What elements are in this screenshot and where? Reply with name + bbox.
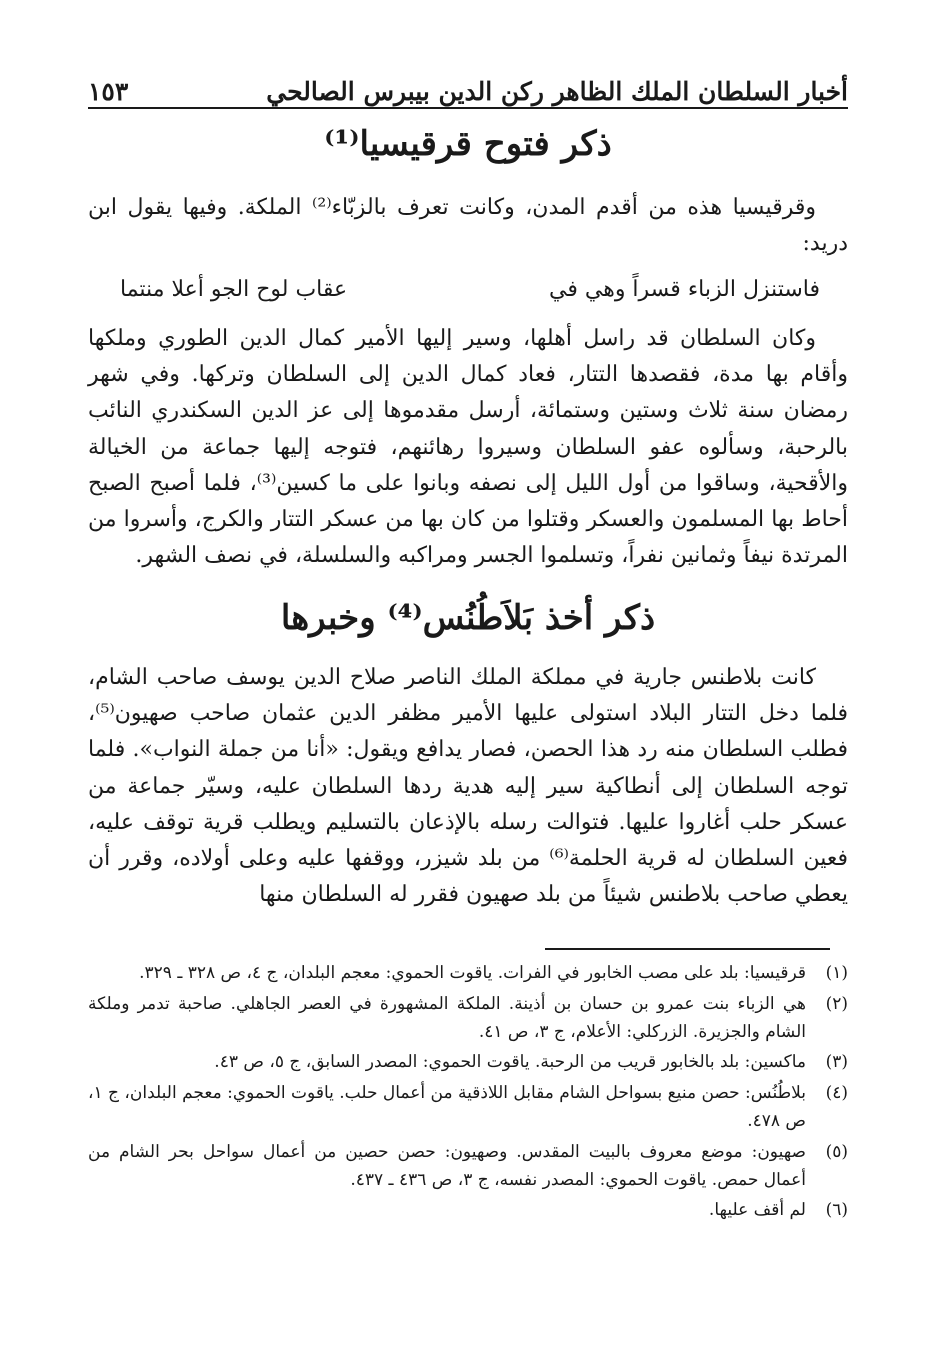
verse-second-hemistich: عقاب لوح الجو أعلا منتما (120, 277, 348, 302)
footnote-item (88, 960, 848, 988)
footnote-number: (٢) (825, 993, 848, 1014)
footnote-text: صهيون: موضع معروف بالبيت المقدس. وصهيون: حصن حصين من أعمال سواحل بحر الشام من أعمال حمص. ياقوت الحموي: المصدر نفسه، ج ٣، ص ٤٣٦ ـ ٤٣٧. (88, 1141, 806, 1190)
body-paragraph-balatunus: كانت بلاطنس جارية في مملكة الملك الناصر صلاح الدين يوسف صاحب الشام، فلما دخل التتار البلاد استولى عليها الأمير مظفر الدين عثمان صاحب صهيون⁽⁵⁾، فطلب السلطان منه رد هذا الحصن، فصار يدافع ويقول: «أنا من جملة النواب». فلما توجه السلطان إلى أنطاكية سير إليه هدية ردها السلطان عليه، وسيّر جماعة من عسكر حلب أغاروا عليها. فتوالت رسله بالإذعان بالتسليم ويطلب قرية توقف عليه، فعين السلطان له قرية الحلمة⁽⁶⁾ من بلد شيزر، ووقفها عليه وعلى أولاده، وقرر أن يعطي صاحب بلاطنس شيئاً من بلد صهيون فقرر له السلطان منها (88, 665, 848, 908)
footnote-item (88, 1139, 848, 1195)
footnote-item (88, 1049, 848, 1077)
footnote-text: هي الزباء بنت عمرو بن حسان بن أذينة. الملكة المشهورة في العصر الجاهلي. صاحبة تدمر وملكة الشام والجزيرة. الزركلي: الأعلام، ج ٣، ص ٤١. (88, 993, 806, 1042)
footnote-text: قرقيسيا: بلد على مصب الخابور في الفرات. ياقوت الحموي: معجم البلدان، ج ٤، ص ٣٢٨ ـ ٣٢٩. (139, 963, 806, 983)
page-number: ١٥٣ (88, 77, 129, 106)
header-divider (88, 107, 848, 109)
footnote-divider (545, 948, 830, 950)
page-header (88, 58, 848, 106)
footnotes (88, 960, 848, 1228)
footnote-number: (١) (825, 963, 848, 983)
intro-paragraph: وقرقيسيا هذه من أقدم المدن، وكانت تعرف بالزبّاء⁽²⁾ الملكة. وفيها يقول ابن دريد: (88, 195, 848, 257)
footnote-number: (٥) (825, 1141, 848, 1162)
poetry-verse (120, 272, 820, 308)
body-paragraph-conquest: وكان السلطان قد راسل أهلها، وسير إليها الأمير كمال الدين الطوري وملكها وأقام بها مدة، فقصدها التتار، فعاد كمال الدين إلى السلطان وتركها. وفي شهر رمضان سنة ثلاث وستين وستمائة، أرسل مقدموها إلى عز الدين السكندري النائب بالرحبة، وسألوه عفو السلطان وسيروا رهائنهم، فتوجه إليها جماعة من الخيالة والأقحية، وساقوا من أول الليل إلى نصفه وبانوا على ما كسين⁽³⁾، فلما أصبح الصبح أحاط بها المسلمون والعسكر وقتلوا من كان بها من عسكر التتار والكرج، وأسروا من المرتدة نيفاً وثمانين نفراً، وتسلموا الجسر ومراكبه والسلسلة، في نصف الشهر. (88, 326, 849, 569)
section-title-balatunus: ذكر أخذ بَلاَطُنُس⁽⁴⁾ وخبرها (280, 598, 656, 638)
footnote-number: (٤) (825, 1083, 848, 1104)
footnote-item (88, 1197, 848, 1225)
section-title-qarqisiya: ذكر فتوح قرقيسيا⁽¹⁾ (324, 124, 612, 164)
footnote-item (88, 1080, 848, 1136)
footnote-text: بلاطُنُس: حصن منيع بسواحل الشام مقابل اللاذقية من أعمال حلب. ياقوت الحموي: معجم البلدان، ج ١، ص ٤٧٨. (88, 1083, 806, 1131)
footnote-number: (٦) (825, 1200, 848, 1221)
footnote-text: ماكسين: بلد بالخابور قريب من الرحبة. ياقوت الحموي: المصدر السابق، ج ٥، ص ٤٣. (214, 1052, 806, 1073)
footnote-text: لم أقف عليها. (708, 1200, 806, 1221)
footnote-item (88, 991, 848, 1047)
verse-first-hemistich: فاستنزل الزباء قسراً وهي في (549, 277, 820, 302)
running-title: أخبار السلطان الملك الظاهر ركن الدين بيبرس الصالحي (266, 77, 848, 106)
footnote-number: (٣) (825, 1052, 848, 1073)
